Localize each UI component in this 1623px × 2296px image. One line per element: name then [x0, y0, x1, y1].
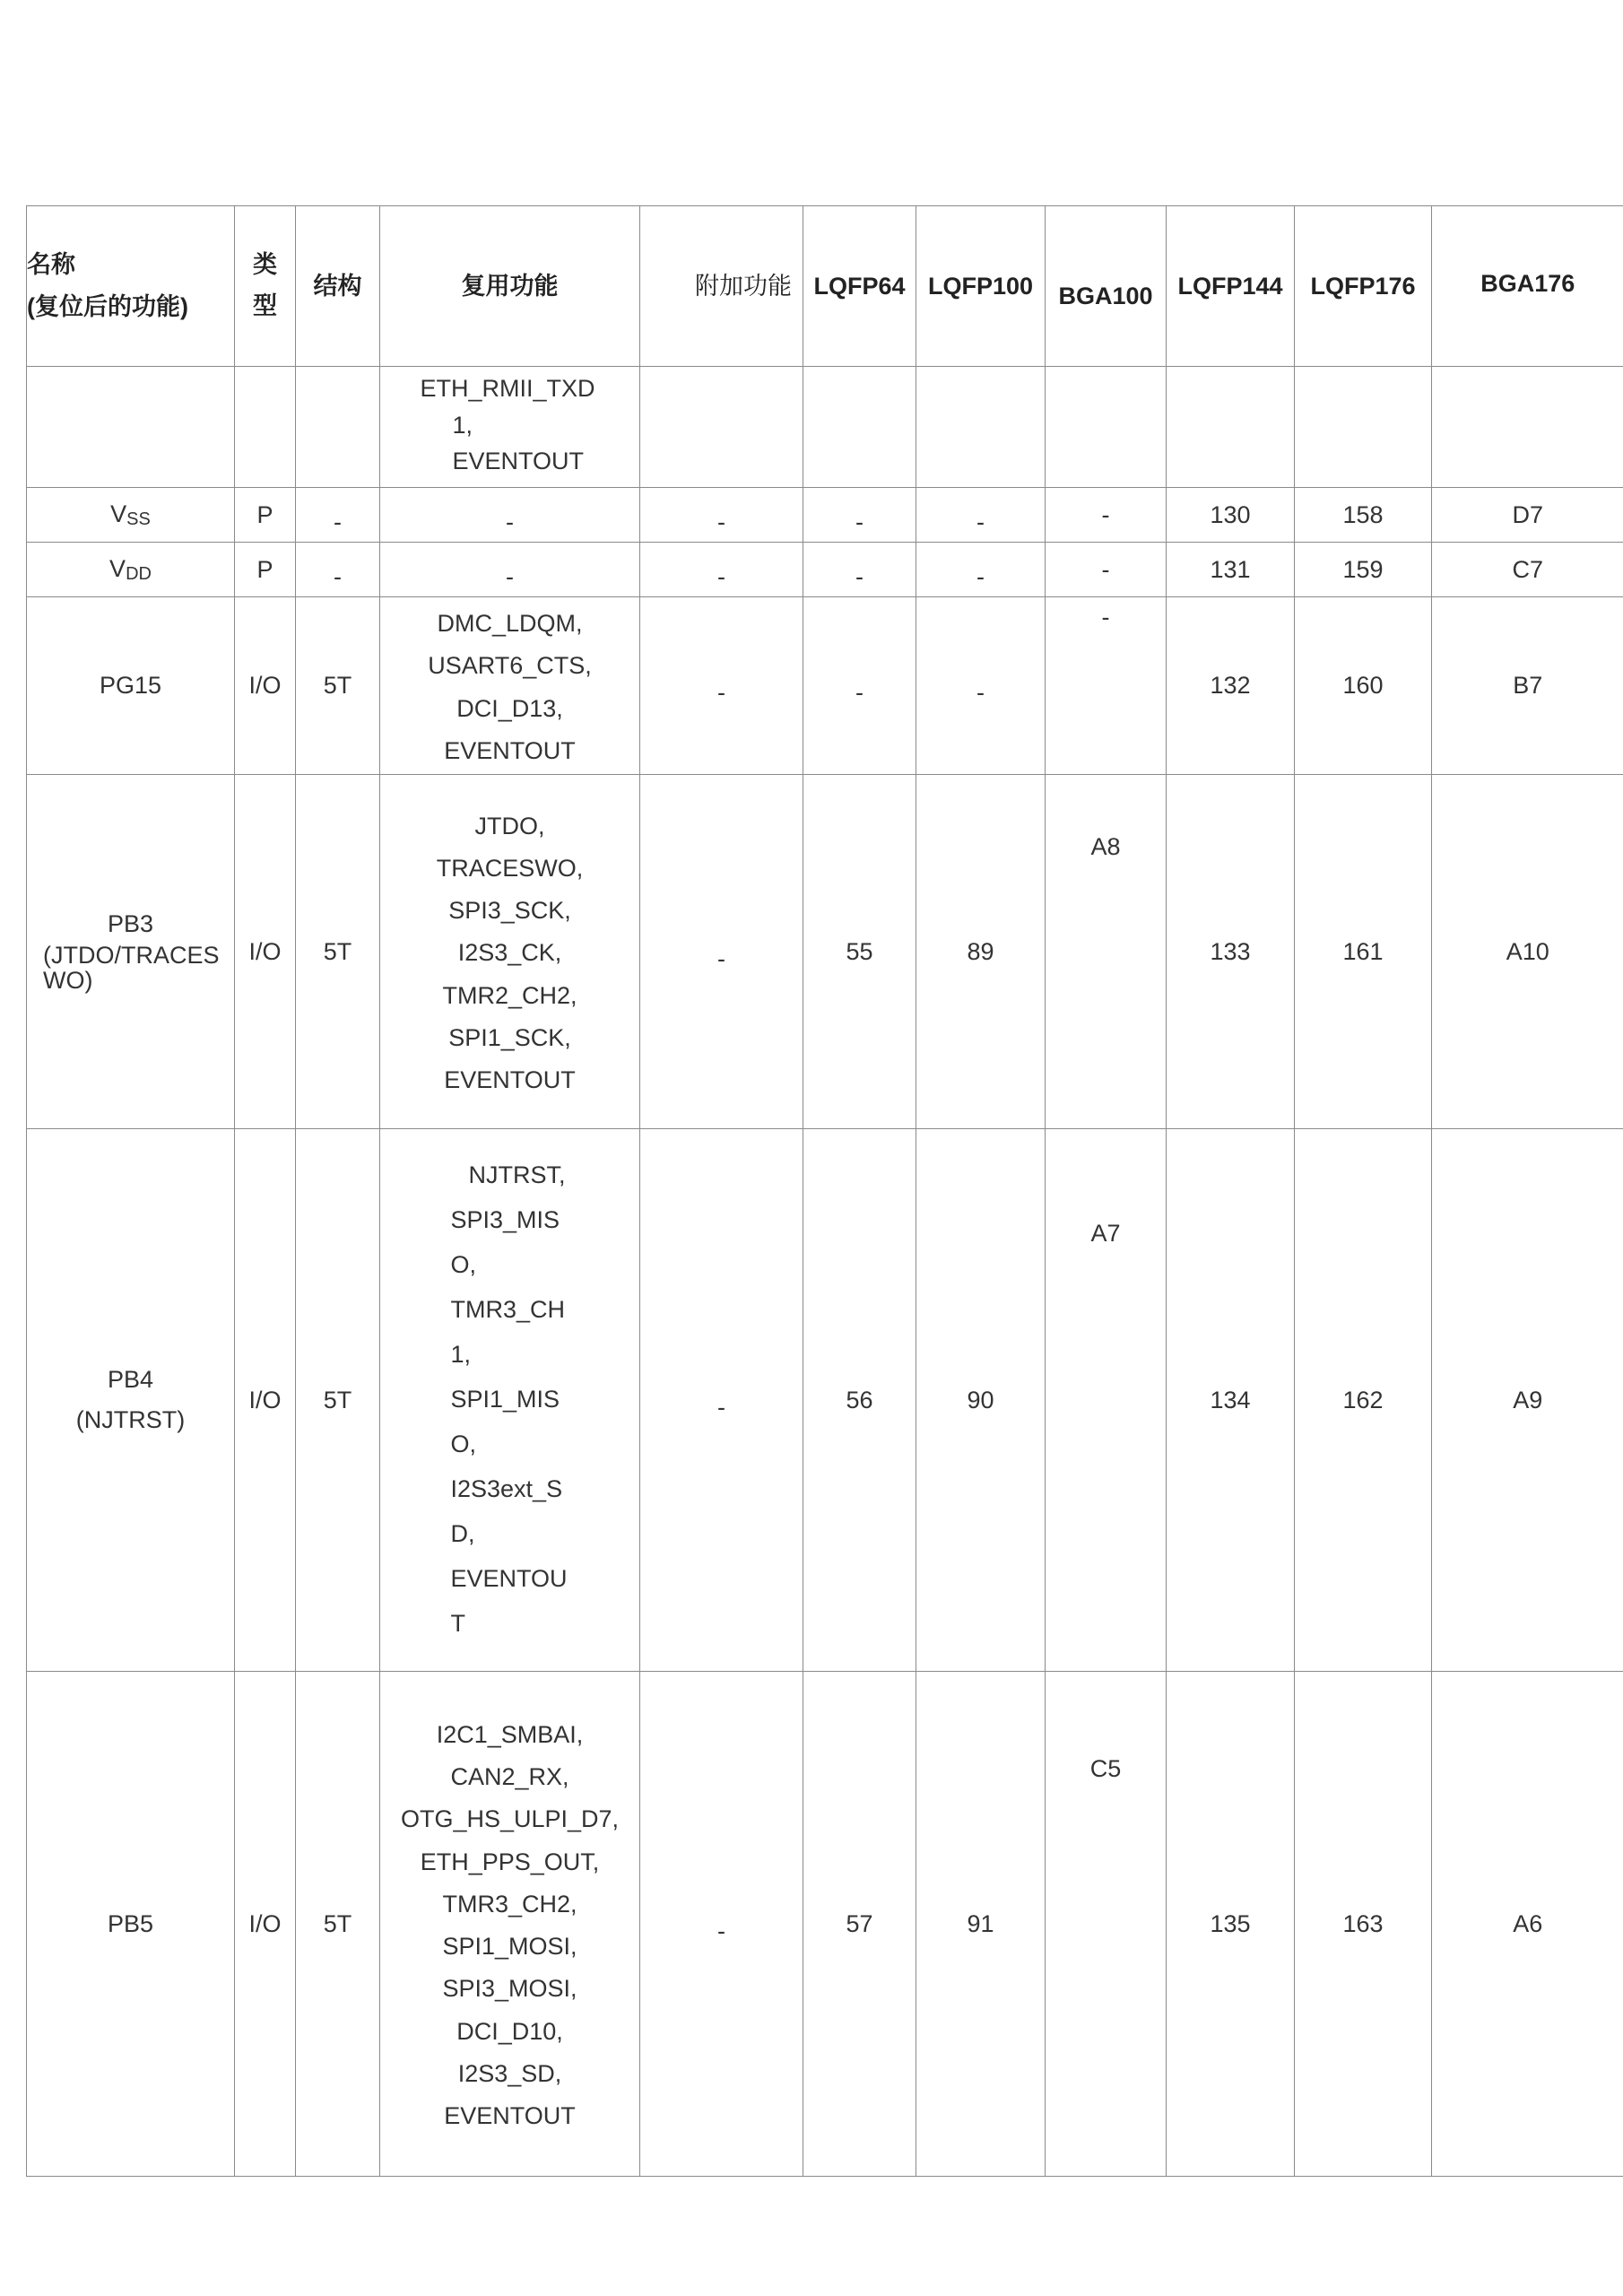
alt-function-item: SPI3_MOSI,	[442, 1975, 577, 2003]
cell-bga176: B7	[1432, 597, 1623, 775]
alt-function-item: OTG_HS_ULPI_D7,	[400, 1805, 620, 1833]
cell-alt-functions	[380, 597, 640, 775]
pin-name: PB3	[107, 910, 154, 938]
cell-additional	[640, 488, 803, 543]
cell-lqfp144: 130	[1167, 488, 1295, 543]
alt-function-item: USART6_CTS,	[428, 652, 592, 680]
cell-lqfp144: 132	[1167, 597, 1295, 775]
pin-name: V	[110, 500, 127, 527]
alt-function-item: T	[450, 1609, 465, 1637]
alt-function-item: 1,	[450, 1341, 472, 1369]
alt-function-item: O,	[450, 1430, 477, 1457]
alt-function-item: SPI1_MIS	[450, 1386, 560, 1413]
alt-function-item: I2S3ext_S	[450, 1474, 563, 1502]
table-row	[27, 597, 1623, 775]
cell-structure	[296, 367, 380, 488]
cell-bga100	[1046, 1672, 1167, 2177]
cell-lqfp100: 91	[916, 1672, 1046, 2177]
cell-structure: 5T	[296, 1129, 380, 1672]
header-lqfp64: LQFP64	[803, 206, 916, 367]
cell-additional	[640, 597, 803, 775]
table-row	[27, 488, 1623, 543]
alt-function-item: SPI3_SCK,	[448, 897, 571, 925]
additional-value: -	[717, 1917, 725, 1944]
alt-function-item: DCI_D10,	[456, 2017, 563, 2045]
pin-name: V	[109, 554, 126, 582]
alt-function-item: DCI_D13,	[456, 694, 563, 722]
cell-structure: 5T	[296, 775, 380, 1129]
cell-lqfp100	[916, 543, 1046, 597]
cell-alt-functions	[380, 488, 640, 543]
alt-function-item: EVENTOUT	[444, 736, 576, 764]
additional-value: -	[717, 679, 725, 707]
pin-name-subscript: SS	[126, 509, 151, 529]
cell-bga176: A9	[1432, 1129, 1623, 1672]
cell-alt-functions	[380, 1672, 640, 2177]
cell-alt-functions	[380, 1129, 640, 1672]
header-lqfp176: LQFP176	[1295, 206, 1432, 367]
cell-name	[27, 488, 235, 543]
cell-name	[27, 1129, 235, 1672]
cell-bga100: -	[1046, 543, 1167, 597]
cell-lqfp144: 131	[1167, 543, 1295, 597]
alt-function-item: 1,	[452, 411, 473, 439]
alt-function-item: O,	[450, 1251, 477, 1279]
cell-lqfp100	[916, 488, 1046, 543]
lqfp100-value: -	[976, 562, 985, 590]
alt-function-item: SPI1_MOSI,	[442, 1933, 577, 1960]
table-row	[27, 775, 1623, 1129]
cell-lqfp64	[803, 367, 916, 488]
bga100-value: A7	[1090, 1220, 1121, 1247]
cell-type: I/O	[235, 597, 296, 775]
cell-bga100	[1046, 367, 1167, 488]
alt-function-item: JTDO,	[474, 812, 545, 839]
additional-value: -	[717, 944, 725, 972]
cell-type: I/O	[235, 1129, 296, 1672]
cell-structure	[296, 488, 380, 543]
structure-value: -	[334, 508, 342, 535]
cell-lqfp144	[1167, 367, 1295, 488]
cell-alt-functions	[380, 367, 640, 488]
cell-name	[27, 367, 235, 488]
alt-function-item: SPI3_MIS	[450, 1206, 560, 1234]
lqfp100-value: -	[976, 508, 985, 535]
table-row	[27, 367, 1623, 488]
cell-bga176: D7	[1432, 488, 1623, 543]
cell-bga100: -	[1046, 488, 1167, 543]
pin-name: PB4	[107, 1366, 154, 1394]
cell-lqfp64: 57	[803, 1672, 916, 2177]
alt-function-item: I2S3_CK,	[457, 939, 562, 967]
cell-type: P	[235, 543, 296, 597]
structure-value: -	[334, 562, 342, 590]
header-bga100: BGA100	[1046, 206, 1167, 367]
alt-function-item: I2S3_SD,	[457, 2059, 562, 2087]
cell-bga176	[1432, 367, 1623, 488]
lqfp64-value: -	[855, 562, 864, 590]
cell-lqfp64	[803, 543, 916, 597]
cell-lqfp176	[1295, 367, 1432, 488]
alt-function-item: -	[506, 562, 514, 590]
additional-value: -	[717, 562, 725, 590]
alt-function-item: TRACESWO,	[436, 854, 584, 882]
cell-bga176: A6	[1432, 1672, 1623, 2177]
cell-type	[235, 367, 296, 488]
header-type	[235, 206, 296, 367]
bga100-value: A8	[1090, 833, 1121, 860]
cell-lqfp100	[916, 597, 1046, 775]
lqfp64-value: -	[855, 679, 864, 707]
alt-function-item: D,	[450, 1519, 475, 1547]
alt-function-item: NJTRST,	[468, 1161, 566, 1189]
bga100-value: -	[1101, 604, 1110, 631]
cell-lqfp64	[803, 488, 916, 543]
alt-function-item: EVENTOUT	[444, 2102, 576, 2129]
cell-lqfp176: 160	[1295, 597, 1432, 775]
alt-function-item: I2C1_SMBAI,	[436, 1720, 584, 1748]
cell-name: PB5	[27, 1672, 235, 2177]
header-structure: 结构	[296, 206, 380, 367]
header-type-line2: 型	[253, 292, 277, 319]
cell-lqfp176: 163	[1295, 1672, 1432, 2177]
cell-lqfp64	[803, 597, 916, 775]
cell-lqfp176: 158	[1295, 488, 1432, 543]
table-row	[27, 543, 1623, 597]
header-bga176: BGA176	[1432, 206, 1623, 367]
header-name	[27, 206, 235, 367]
cell-alt-functions	[380, 543, 640, 597]
table-header-row	[27, 206, 1623, 367]
cell-additional	[640, 367, 803, 488]
lqfp100-value: -	[976, 679, 985, 707]
alt-function-item: EVENTOUT	[452, 448, 585, 475]
bga100-value: C5	[1089, 1755, 1122, 1782]
header-alt-function: 复用功能	[380, 206, 640, 367]
cell-lqfp144: 134	[1167, 1129, 1295, 1672]
alt-function-item: DMC_LDQM,	[437, 610, 583, 637]
alt-function-item: ETH_RMII_TXD	[420, 375, 595, 403]
cell-additional	[640, 1672, 803, 2177]
pin-name-subscript: (JTDO/TRACES WO)	[43, 942, 220, 995]
pin-definition-table	[26, 205, 1623, 2177]
cell-lqfp100: 90	[916, 1129, 1046, 1672]
cell-bga100	[1046, 597, 1167, 775]
alt-function-item: SPI1_SCK,	[448, 1023, 571, 1051]
cell-type: P	[235, 488, 296, 543]
alt-function-item: CAN2_RX,	[450, 1763, 569, 1790]
cell-name	[27, 543, 235, 597]
cell-lqfp144: 135	[1167, 1672, 1295, 2177]
cell-additional	[640, 775, 803, 1129]
cell-lqfp100	[916, 367, 1046, 488]
alt-function-item: EVENTOU	[450, 1564, 568, 1592]
cell-lqfp176: 161	[1295, 775, 1432, 1129]
cell-name	[27, 775, 235, 1129]
cell-lqfp100: 89	[916, 775, 1046, 1129]
cell-lqfp64: 56	[803, 1129, 916, 1672]
cell-bga100	[1046, 775, 1167, 1129]
alt-function-item: TMR3_CH2,	[442, 1890, 577, 1918]
cell-lqfp176: 159	[1295, 543, 1432, 597]
cell-lqfp176: 162	[1295, 1129, 1432, 1672]
cell-additional	[640, 543, 803, 597]
header-name-line1: 名称	[27, 250, 75, 278]
cell-lqfp64: 55	[803, 775, 916, 1129]
cell-alt-functions	[380, 775, 640, 1129]
cell-additional	[640, 1129, 803, 1672]
table-row	[27, 1672, 1623, 2177]
additional-value: -	[717, 508, 725, 535]
alt-function-item: ETH_PPS_OUT,	[420, 1848, 600, 1875]
cell-name: PG15	[27, 597, 235, 775]
cell-type: I/O	[235, 1672, 296, 2177]
cell-bga176: C7	[1432, 543, 1623, 597]
alt-function-item: TMR3_CH	[450, 1296, 566, 1324]
header-lqfp100: LQFP100	[916, 206, 1046, 367]
cell-lqfp144: 133	[1167, 775, 1295, 1129]
cell-structure: 5T	[296, 597, 380, 775]
cell-bga176: A10	[1432, 775, 1623, 1129]
cell-structure	[296, 543, 380, 597]
lqfp64-value: -	[855, 508, 864, 535]
cell-structure: 5T	[296, 1672, 380, 2177]
additional-value: -	[717, 1393, 725, 1421]
cell-bga100	[1046, 1129, 1167, 1672]
alt-function-item: TMR2_CH2,	[442, 981, 577, 1009]
pin-name-subscript: DD	[126, 563, 152, 584]
header-additional-function: 附加功能	[640, 206, 803, 367]
header-name-line2: (复位后的功能)	[27, 293, 188, 320]
header-type-line1: 类	[253, 251, 277, 279]
table-row	[27, 1129, 1623, 1672]
cell-type: I/O	[235, 775, 296, 1129]
alt-function-item: -	[506, 508, 514, 535]
pin-name-subscript: (NJTRST)	[75, 1406, 186, 1433]
header-lqfp144: LQFP144	[1167, 206, 1295, 367]
alt-function-item: EVENTOUT	[444, 1066, 576, 1094]
